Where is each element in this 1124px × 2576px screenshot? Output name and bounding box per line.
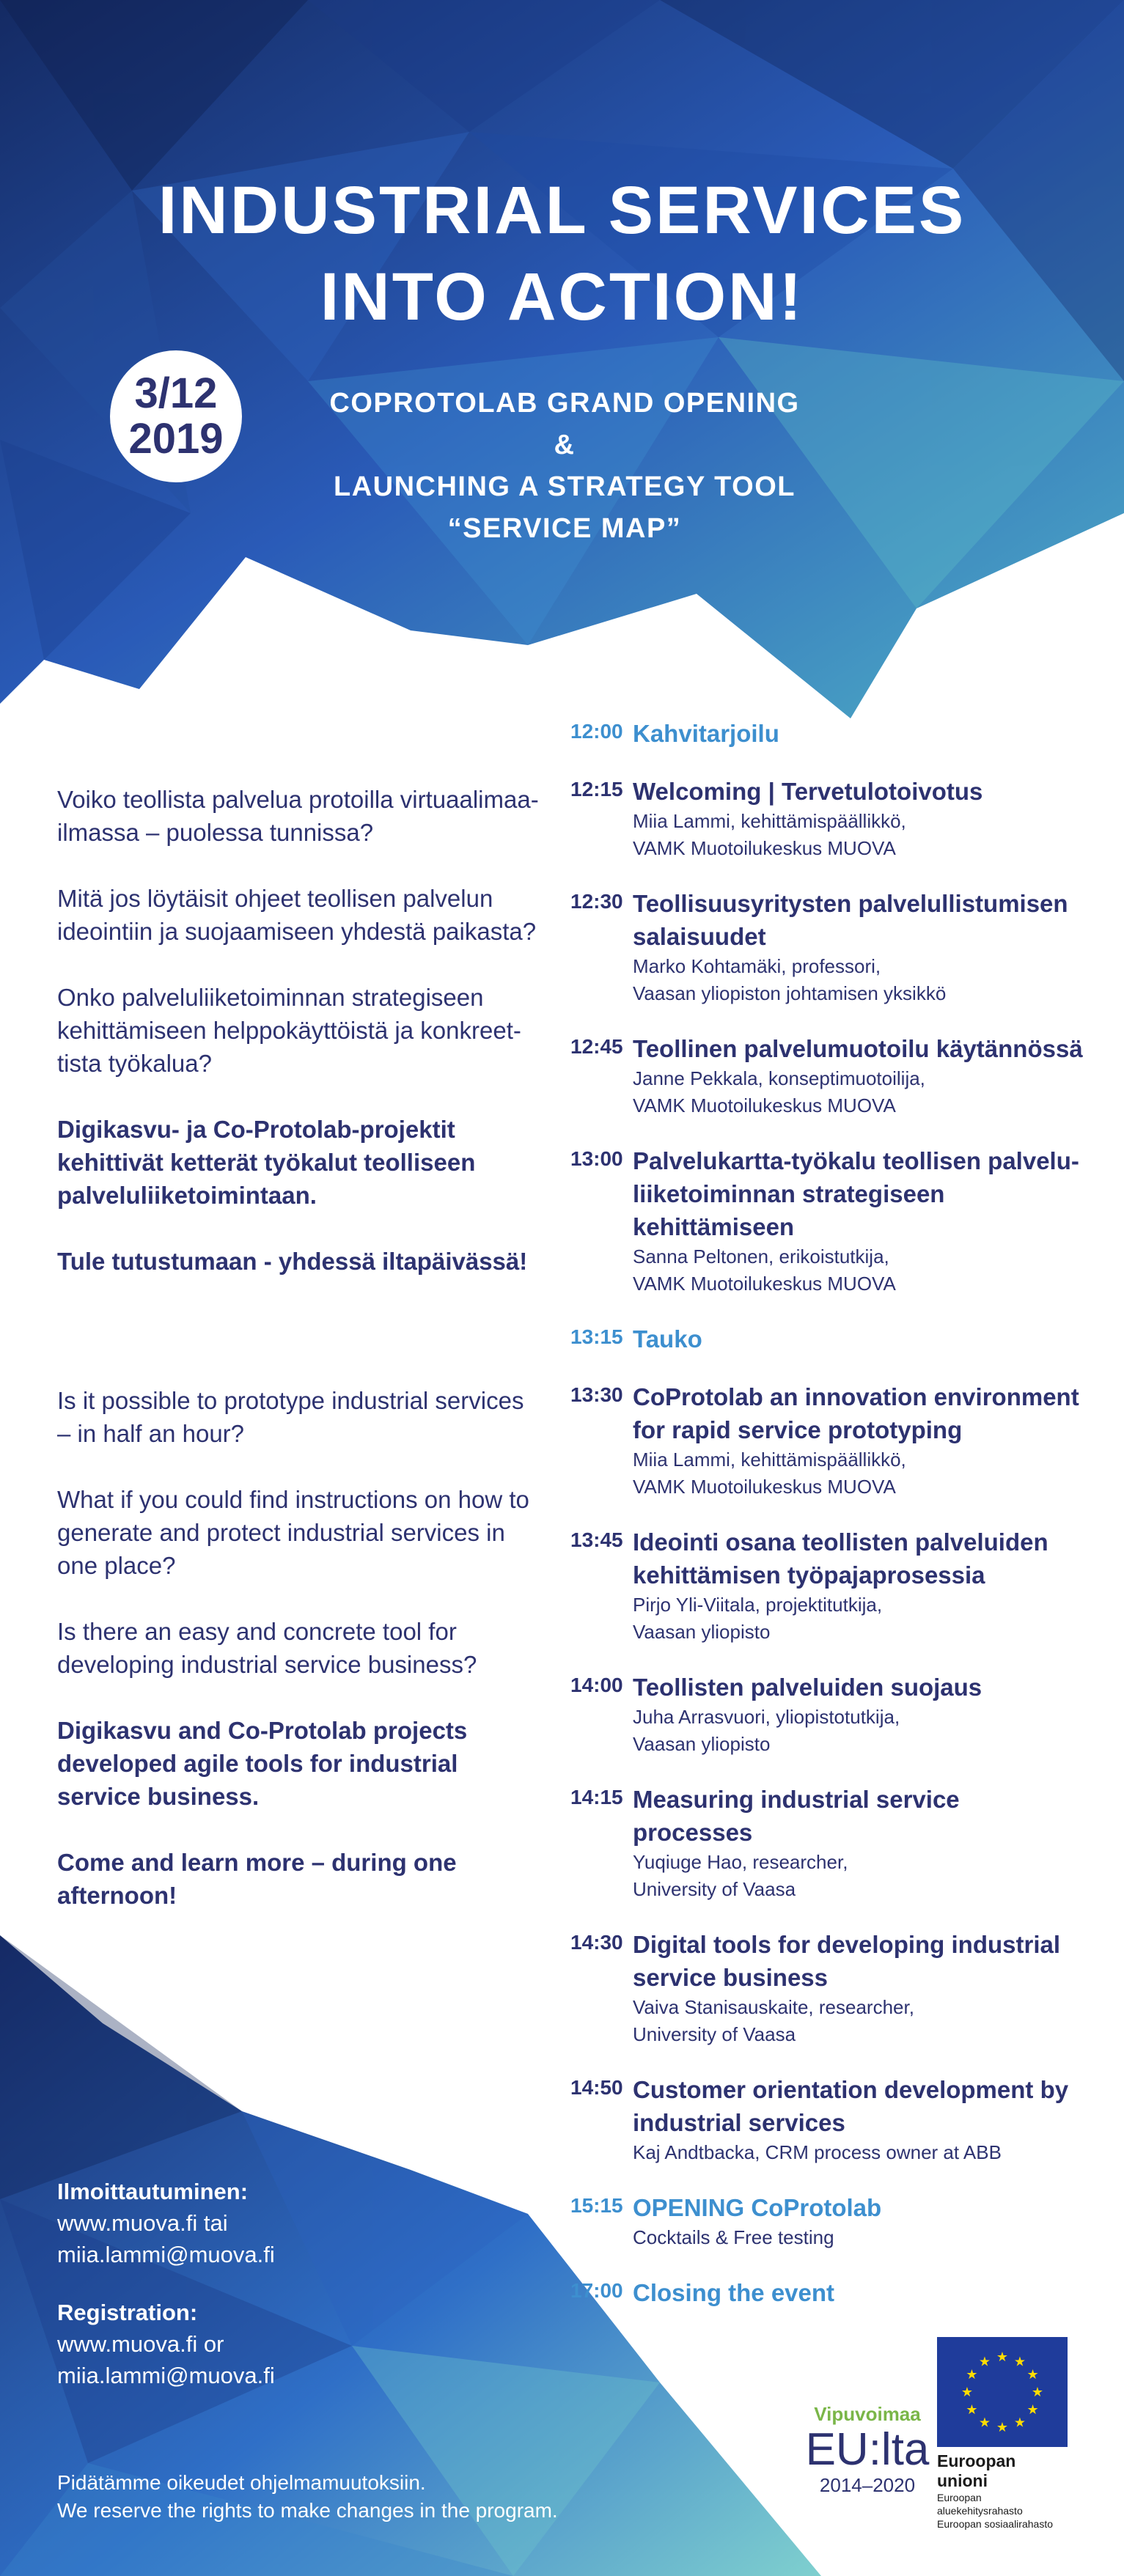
vipuvoimaa-text: Vipuvoimaa <box>814 2403 921 2425</box>
intro-fi-paragraph: Mitä jos löytäisit ohjeet teollisen palvelun ideointiin ja suojaamiseen yhdestä paikasta? <box>57 885 537 945</box>
intro-en-paragraph: What if you could find instructions on how to generate and protect industrial services in one place? <box>57 1486 529 1579</box>
registration-label-en: Registration: <box>57 2300 198 2325</box>
disclaimer <box>57 2469 717 2525</box>
schedule-title: Tauko <box>633 1325 702 1353</box>
eu-star-icon: ★ <box>1031 2385 1044 2399</box>
eu-star-icon: ★ <box>996 2349 1009 2364</box>
schedule-title: Digital tools for developing industrial service business <box>633 1931 1061 1991</box>
schedule-time: 14:30 <box>570 1931 623 1954</box>
title-line-2: INTO ACTION! <box>320 260 804 334</box>
schedule-speaker-line: University of Vaasa <box>633 1878 796 1900</box>
schedule-time: 13:00 <box>570 1147 623 1170</box>
schedule-item <box>570 1144 1084 1298</box>
schedule-speaker-line: Kaj Andtbacka, CRM process owner at ABB <box>633 2141 1002 2163</box>
schedule-time: 13:30 <box>570 1383 623 1406</box>
intro-fi-paragraph: Tule tutustumaan - yhdessä iltapäivässä! <box>57 1248 528 1275</box>
schedule-speaker-line: Vaasan yliopisto <box>633 1621 771 1643</box>
schedule-time: 14:50 <box>570 2076 623 2099</box>
schedule-speaker-line: Miia Lammi, kehittämispäällikkö, <box>633 810 906 832</box>
intro-fi-paragraph: Digikasvu- ja Co-Protolab-projektit kehittivät ketterät työkalut teolliseen palveluliiketoimintaan. <box>57 1116 476 1209</box>
eu-star-icon: ★ <box>1013 2354 1026 2369</box>
intro-en-paragraph: Digikasvu and Co-Protolab projects developed agile tools for industrial service business. <box>57 1717 468 1810</box>
schedule-speaker-line: VAMK Muotoilukeskus MUOVA <box>633 1476 896 1498</box>
schedule-time: 12:00 <box>570 720 623 743</box>
subtitle-line-2: LAUNCHING A STRATEGY TOOL <box>333 471 796 502</box>
schedule-speaker-line: Janne Pekkala, konseptimuotoilija, <box>633 1067 925 1089</box>
event-title <box>0 167 1124 340</box>
schedule-item <box>570 717 1084 750</box>
schedule-speaker-line: Vaiva Stanisauskaite, researcher, <box>633 1996 914 2018</box>
eu-star-icon: ★ <box>996 2420 1009 2435</box>
intro-en-paragraph: Come and learn more – during one afternoon! <box>57 1849 457 1909</box>
intro-finnish <box>57 783 541 1278</box>
intro-en-paragraph: Is it possible to prototype industrial services – in half an hour? <box>57 1387 524 1447</box>
schedule-item <box>570 2276 1084 2309</box>
schedule-title: Customer orientation development by industrial services <box>633 2076 1069 2136</box>
disclaimer-en: We reserve the rights to make changes in the program. <box>57 2499 558 2522</box>
schedule-time: 12:45 <box>570 1035 623 1058</box>
schedule-time: 13:45 <box>570 1528 623 1551</box>
eu-star-icon: ★ <box>978 2354 991 2369</box>
schedule-item <box>570 2073 1084 2166</box>
registration-email-fi[interactable]: miia.lammi@muova.fi <box>57 2242 275 2267</box>
schedule-speaker-line: Yuqiuge Hao, researcher, <box>633 1851 848 1873</box>
eu-logo <box>937 2337 1068 2531</box>
schedule-time: 15:15 <box>570 2194 623 2217</box>
schedule-item <box>570 775 1084 862</box>
schedule-speaker-line: Cocktails & Free testing <box>633 2226 834 2248</box>
eu-flag-icon <box>937 2337 1068 2447</box>
schedule-title: Palvelukartta-työkalu teollisen palvelu-liiketoiminnan strategiseen kehittämiseen <box>633 1147 1079 1240</box>
registration-email-en[interactable]: miia.lammi@muova.fi <box>57 2363 275 2388</box>
schedule-time: 14:15 <box>570 1786 623 1808</box>
registration-info <box>57 2176 438 2418</box>
eu-star-icon: ★ <box>1026 2367 1039 2382</box>
schedule-list <box>570 717 1084 2334</box>
schedule-time: 12:30 <box>570 890 623 913</box>
registration-website-fi[interactable]: www.muova.fi tai <box>57 2210 228 2236</box>
schedule-time: 12:15 <box>570 778 623 801</box>
date-day-month: 3/12 <box>134 369 218 417</box>
registration-label-fi: Ilmoittautuminen: <box>57 2179 249 2204</box>
schedule-speaker-line: VAMK Muotoilukeskus MUOVA <box>633 1094 896 1116</box>
schedule-speaker-line: Pirjo Yli-Viitala, projektitutkija, <box>633 1594 883 1616</box>
event-subtitle <box>315 383 814 550</box>
schedule-speaker-line: Miia Lammi, kehittämispäällikkö, <box>633 1449 906 1471</box>
eu-fund-social: Euroopan sosiaalirahasto <box>937 2518 1053 2530</box>
eu-star-icon: ★ <box>966 2402 978 2417</box>
schedule-item <box>570 1783 1084 1903</box>
schedule-title: Kahvitarjoilu <box>633 720 779 747</box>
subtitle-line-3: “SERVICE MAP” <box>447 513 682 544</box>
schedule-speaker-line: Juha Arrasvuori, yliopistotutkija, <box>633 1706 900 1728</box>
schedule-speaker-line: University of Vaasa <box>633 2023 796 2045</box>
schedule-item <box>570 1928 1084 2048</box>
eu-lta-text: EU:lta <box>805 2424 930 2475</box>
title-line-1: INDUSTRIAL SERVICES <box>158 173 966 248</box>
eu-star-icon: ★ <box>978 2415 991 2430</box>
vipuvoimaa-logo <box>805 2403 930 2497</box>
intro-text <box>57 783 541 1945</box>
eu-star-icon: ★ <box>1013 2415 1026 2430</box>
schedule-item <box>570 887 1084 1007</box>
schedule-speaker-line: Marko Kohtamäki, professori, <box>633 955 881 977</box>
schedule-title: Ideointi osana teollisten palveluiden kehittämisen työpajaprosessia <box>633 1528 1048 1589</box>
schedule-title: CoProtolab an innovation environment for rapid service prototyping <box>633 1383 1079 1443</box>
schedule-title: Measuring industrial service processes <box>633 1786 960 1846</box>
schedule-time: 14:00 <box>570 1674 623 1696</box>
schedule-item <box>570 1380 1084 1501</box>
eu-star-icon: ★ <box>966 2367 978 2382</box>
schedule-speaker-line: VAMK Muotoilukeskus MUOVA <box>633 837 896 859</box>
schedule-speaker-line: Vaasan yliopisto <box>633 1733 771 1755</box>
eu-name: Euroopan unioni <box>937 2451 1016 2490</box>
schedule-time: 13:15 <box>570 1325 623 1348</box>
schedule-item <box>570 1671 1084 1758</box>
registration-website-en[interactable]: www.muova.fi or <box>57 2331 224 2357</box>
schedule-title: Teollisuusyritysten palvelullistumisen salaisuudet <box>633 890 1068 950</box>
date-badge <box>110 350 242 482</box>
program-years: 2014–2020 <box>819 2474 916 2496</box>
schedule-speaker-line: Vaasan yliopiston johtamisen yksikkö <box>633 982 947 1004</box>
schedule-item <box>570 1032 1084 1119</box>
eu-star-icon: ★ <box>1026 2402 1039 2417</box>
date-year: 2019 <box>128 415 224 463</box>
schedule-speaker-line: Sanna Peltonen, erikoistutkija, <box>633 1245 889 1267</box>
disclaimer-fi: Pidätämme oikeudet ohjelmamuutoksiin. <box>57 2471 426 2494</box>
schedule-item <box>570 2191 1084 2251</box>
schedule-title: Closing the event <box>633 2279 835 2306</box>
schedule-title: Teollinen palvelumuotoilu käytännössä <box>633 1035 1083 1062</box>
intro-en-paragraph: Is there an easy and concrete tool for developing industrial service business? <box>57 1618 477 1678</box>
schedule-time: 17:00 <box>570 2279 623 2302</box>
eu-fund-regional: Euroopan aluekehitysrahasto <box>937 2492 1023 2517</box>
subtitle-line-1: COPROTOLAB GRAND OPENING & <box>329 388 800 460</box>
schedule-title: Welcoming | Tervetulotoivotus <box>633 778 983 805</box>
schedule-item <box>570 1526 1084 1646</box>
intro-fi-paragraph: Onko palveluliiketoiminnan strategiseen kehittämiseen helppokäyttöistä ja konkreet-tista työkalua? <box>57 984 521 1077</box>
schedule-title: Teollisten palveluiden suojaus <box>633 1674 982 1701</box>
schedule-item <box>570 1322 1084 1355</box>
eu-star-icon: ★ <box>960 2385 974 2399</box>
intro-english <box>57 1384 541 1912</box>
schedule-speaker-line: VAMK Muotoilukeskus MUOVA <box>633 1273 896 1295</box>
schedule-title: OPENING CoProtolab <box>633 2194 882 2221</box>
intro-fi-paragraph: Voiko teollista palvelua protoilla virtuaalimaa-ilmassa – puolessa tunnissa? <box>57 786 539 846</box>
